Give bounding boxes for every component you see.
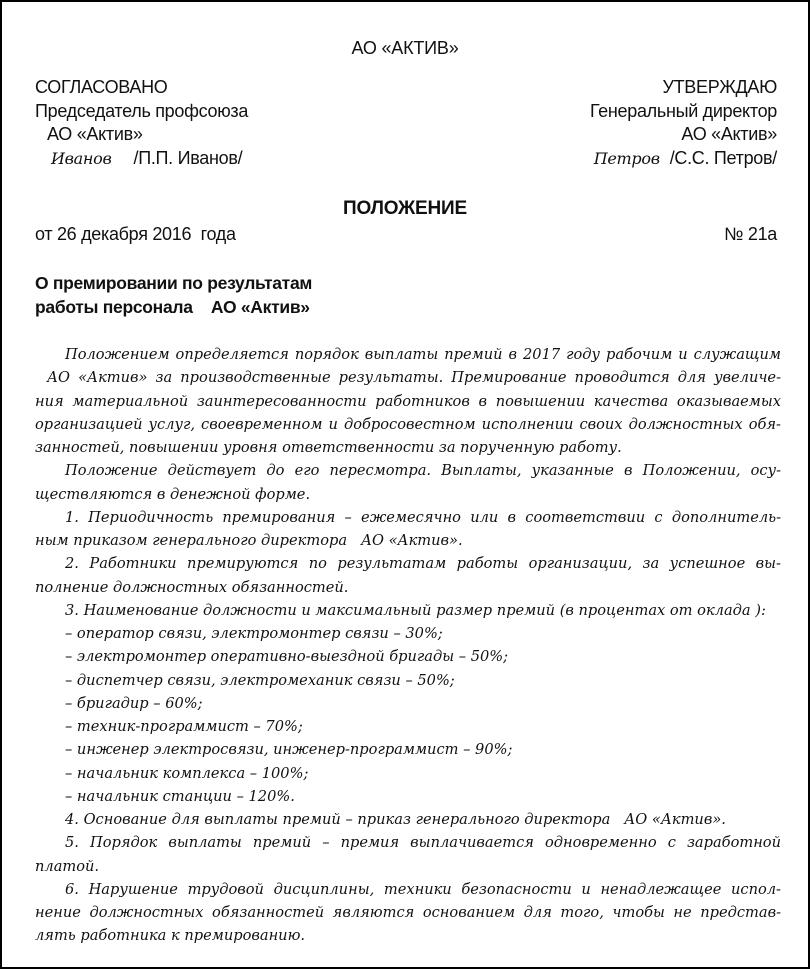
clause-6-line: нение должностных обязанностей являются основанием для того, чтобы не представ- [35, 904, 781, 921]
approved-heading: УТВЕРЖДАЮ [662, 77, 777, 97]
validity-paragraph [35, 459, 781, 506]
agreed-signature-line [35, 147, 248, 171]
subject-line-2: работы персонала АО «Актив» [35, 296, 310, 317]
clause-5 [35, 831, 781, 878]
clause-4 [35, 808, 781, 831]
position-item: – электромонтер оперативно-выездной бригады – 50%; [65, 648, 509, 666]
position-item: – диспетчер связи, электромеханик связи – 50%; [65, 671, 455, 689]
document-subject [35, 272, 312, 319]
clause-6 [35, 878, 781, 948]
document-title: ПОЛОЖЕНИЕ [343, 198, 467, 219]
agreed-organization: АО «Актив» [47, 124, 143, 145]
approved-position: Генеральный директор [589, 100, 777, 121]
clause-3 [35, 599, 781, 808]
document-date-line [35, 224, 777, 245]
clause-6-line: лять работника к премированию. [35, 927, 306, 945]
clause-2-line: 2. Работники премируются по результатам работы организации, за успешное вы- [65, 555, 781, 573]
intro-line: организацией услуг, своевременном и добросовестном исполнении своих должностных обя- [35, 415, 781, 433]
intro-paragraph [35, 343, 781, 459]
approved-signature: Петров [593, 148, 660, 168]
subject-line-1: О премировании по результатам [35, 273, 313, 293]
position-item: – инженер электросвязи, инженер-программист – 90%; [65, 741, 513, 759]
approval-block-agreed [35, 76, 248, 170]
position-item: – бригадир – 60%; [65, 694, 203, 712]
intro-line: ния материальной заинтересованности работников в повышении качества оказываемых [35, 392, 781, 410]
clause-2 [35, 552, 781, 599]
clause-4-line: 4. Основание для выплаты премий – приказ генерального директора АО «Актив». [65, 811, 726, 828]
clause-3-heading: 3. Наименование должности и максимальный размер премий (в процентах от оклада ): [65, 601, 766, 619]
document-number: № 21а [724, 224, 777, 244]
approval-block-approved [590, 76, 777, 170]
intro-line: Положением определяется порядок выплаты премий в 2017 году рабочим и служащим [65, 346, 781, 363]
organization-header: АО «АКТИВ» [351, 38, 459, 58]
approved-signature-line [590, 147, 777, 171]
clause-5-line: 5. Порядок выплаты премий – премия выплачивается одновременно с заработной [65, 834, 781, 852]
validity-line: Положение действует до его пересмотра. Выплаты, указанные в Положении, осу- [65, 462, 781, 480]
intro-line: АО «Актив» за производственные результаты. Премирование проводится для увеличе- [47, 369, 781, 387]
agreed-name: /П.П. Иванов/ [133, 147, 243, 168]
position-item: – оператор связи, электромонтер связи – 30%; [65, 625, 443, 642]
position-item: – начальник станции – 120%. [65, 787, 295, 805]
approved-organization: АО «Актив» [681, 124, 777, 145]
document-body [35, 343, 781, 948]
position-item: – техник-программист – 70%; [65, 718, 303, 735]
clause-6-line: 6. Нарушение трудовой дисциплины, техники безопасности и ненадлежащее испол- [65, 880, 781, 898]
agreed-position: Председатель профсоюза [35, 100, 249, 121]
intro-line: занностей, повышении уровня ответственности за порученную работу. [35, 439, 622, 456]
position-item: – начальник комплекса – 100%; [65, 764, 309, 782]
clause-2-line: полнение должностных обязанностей. [35, 578, 349, 596]
clause-5-line: платой. [35, 857, 100, 875]
document-date: от 26 декабря 2016 года [35, 224, 236, 244]
agreed-signature: Иванов [51, 148, 112, 168]
positions-list [35, 622, 781, 808]
clause-1-line: 1. Периодичность премирования – ежемесячно или в соответствии с дополнитель- [65, 508, 781, 526]
clause-1 [35, 506, 781, 553]
approved-name: /С.С. Петров/ [669, 147, 777, 168]
clause-1-line: ным приказом генерального директора АО «Актив». [35, 532, 463, 549]
agreed-heading: СОГЛАСОВАНО [35, 77, 168, 97]
validity-line: ществляются в денежной форме. [35, 485, 311, 503]
